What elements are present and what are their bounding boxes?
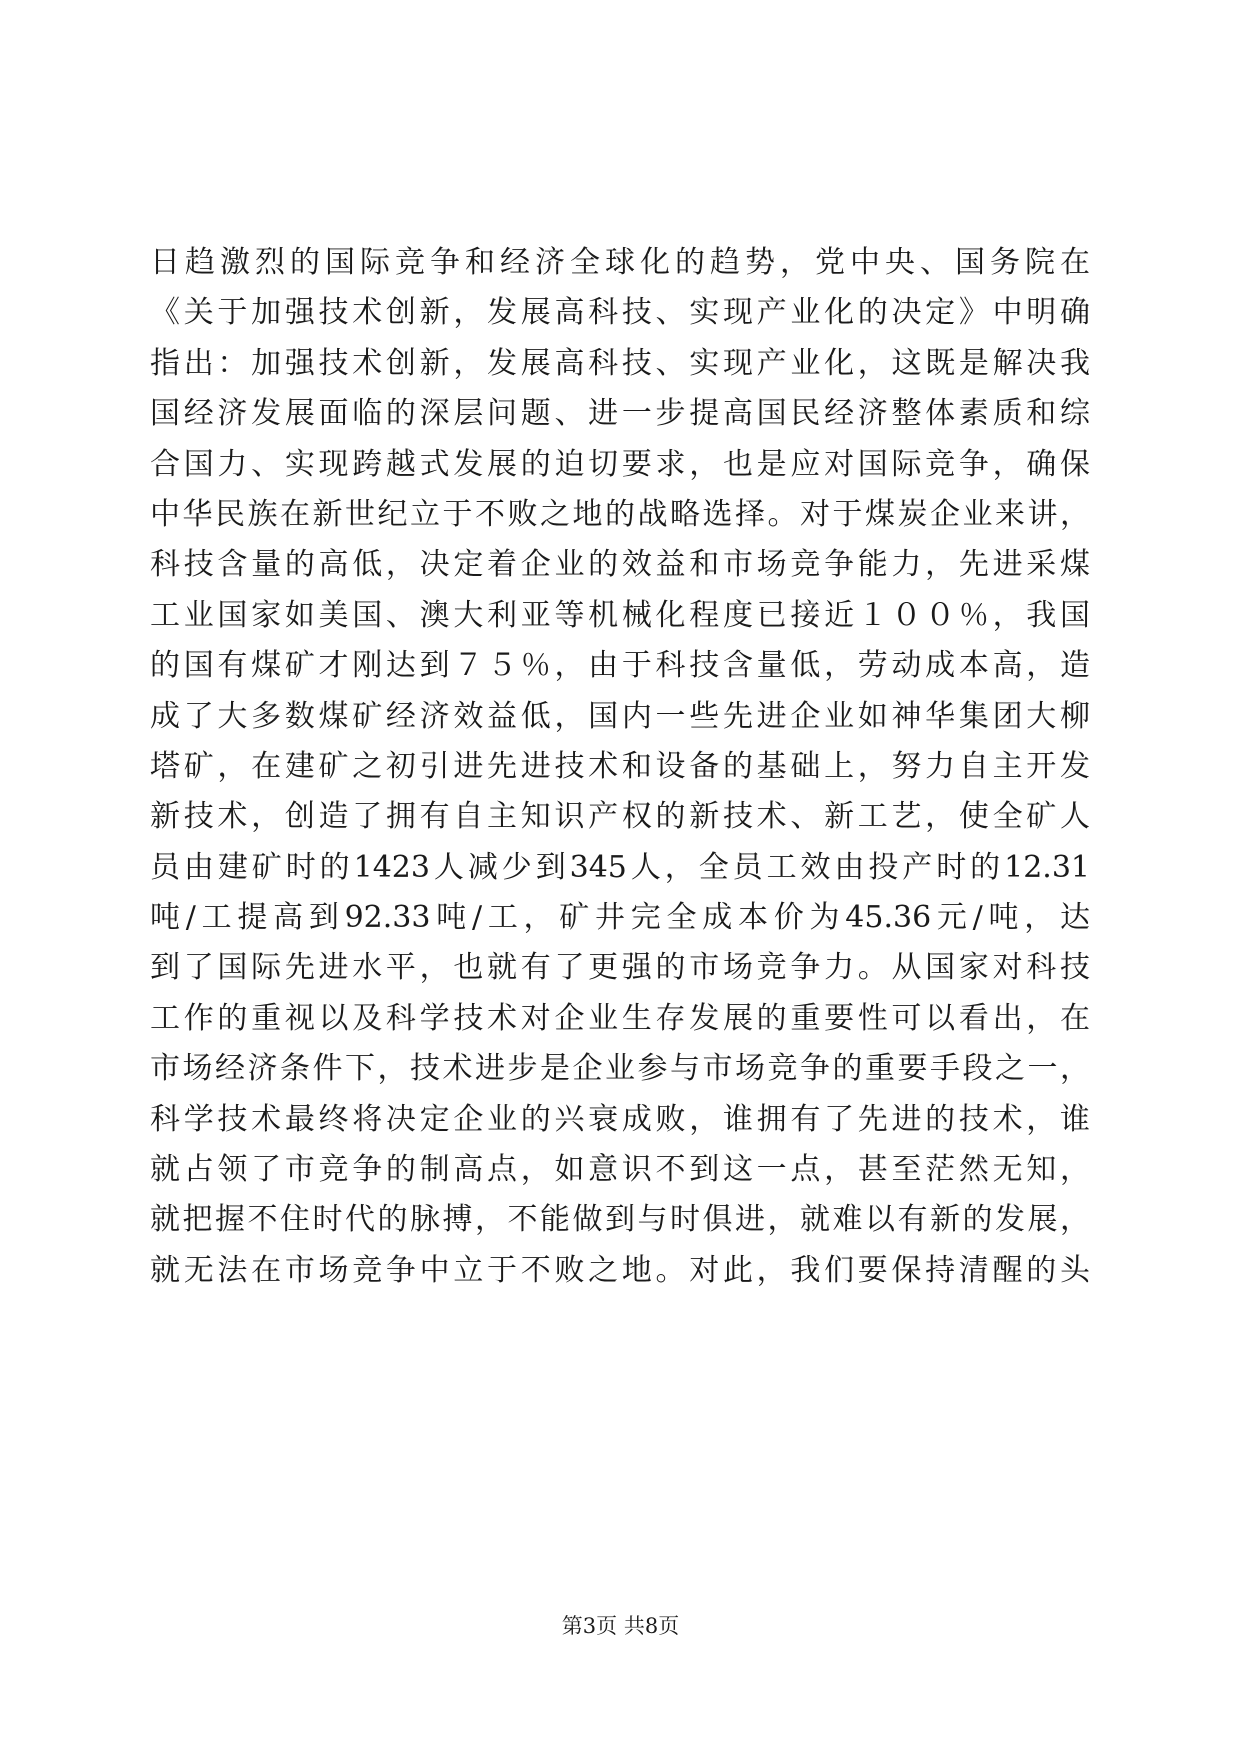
text-line: 指出：加强技术创新，发展高科技、实现产业化，这既是解决我 — [150, 345, 1090, 381]
text-line: 科学技术最终将决定企业的兴衰成败，谁拥有了先进的技术，谁 — [150, 1101, 1090, 1137]
text-line: 科技含量的高低，决定着企业的效益和市场竞争能力，先进采煤 — [150, 547, 1090, 583]
text-line: 工业国家如美国、澳大利亚等机械化程度已接近１００％，我国 — [150, 597, 1090, 633]
text-line: 到了国际先进水平，也就有了更强的市场竞争力。从国家对科技 — [150, 950, 1090, 986]
text-line: 《关于加强技术创新，发展高科技、实现产业化的决定》中明确 — [150, 295, 1090, 331]
text-line: 成了大多数煤矿经济效益低，国内一些先进企业如神华集团大柳 — [150, 698, 1090, 734]
text-line: 塔矿，在建矿之初引进先进技术和设备的基础上，努力自主开发 — [150, 748, 1090, 784]
text-line: 国经济发展面临的深层问题、进一步提高国民经济整体素质和综 — [150, 396, 1090, 432]
text-line: 中华民族在新世纪立于不败之地的战略选择。对于煤炭企业来讲， — [150, 496, 1090, 532]
text-line: 吨/工提高到92.33吨/工，矿井完全成本价为45.36元/吨，达 — [150, 900, 1090, 936]
text-line: 市场经济条件下，技术进步是企业参与市场竞争的重要手段之一， — [150, 1051, 1090, 1087]
text-line: 员由建矿时的1423人减少到345人，全员工效由投产时的12.31 — [150, 849, 1090, 885]
text-line: 新技术，创造了拥有自主知识产权的新技术、新工艺，使全矿人 — [150, 799, 1090, 835]
text-line: 日趋激烈的国际竞争和经济全球化的趋势，党中央、国务院在 — [150, 245, 1090, 280]
text-line: 的国有煤矿才刚达到７５％，由于科技含量低，劳动成本高，造 — [150, 648, 1090, 684]
text-line: 就把握不住时代的脉搏，不能做到与时俱进，就难以有新的发展， — [150, 1202, 1090, 1238]
body-paragraph — [150, 238, 1090, 1296]
text-line: 合国力、实现跨越式发展的迫切要求，也是应对国际竞争，确保 — [150, 446, 1090, 482]
text-line: 工作的重视以及科学技术对企业生存发展的重要性可以看出，在 — [150, 1000, 1090, 1036]
page-number-footer: 第3页 共8页 — [561, 1614, 680, 1638]
text-line: 就占领了市竞争的制高点，如意识不到这一点，甚至茫然无知， — [150, 1152, 1090, 1188]
text-line: 就无法在市场竞争中立于不败之地。对此，我们要保持清醒的头 — [150, 1252, 1090, 1288]
